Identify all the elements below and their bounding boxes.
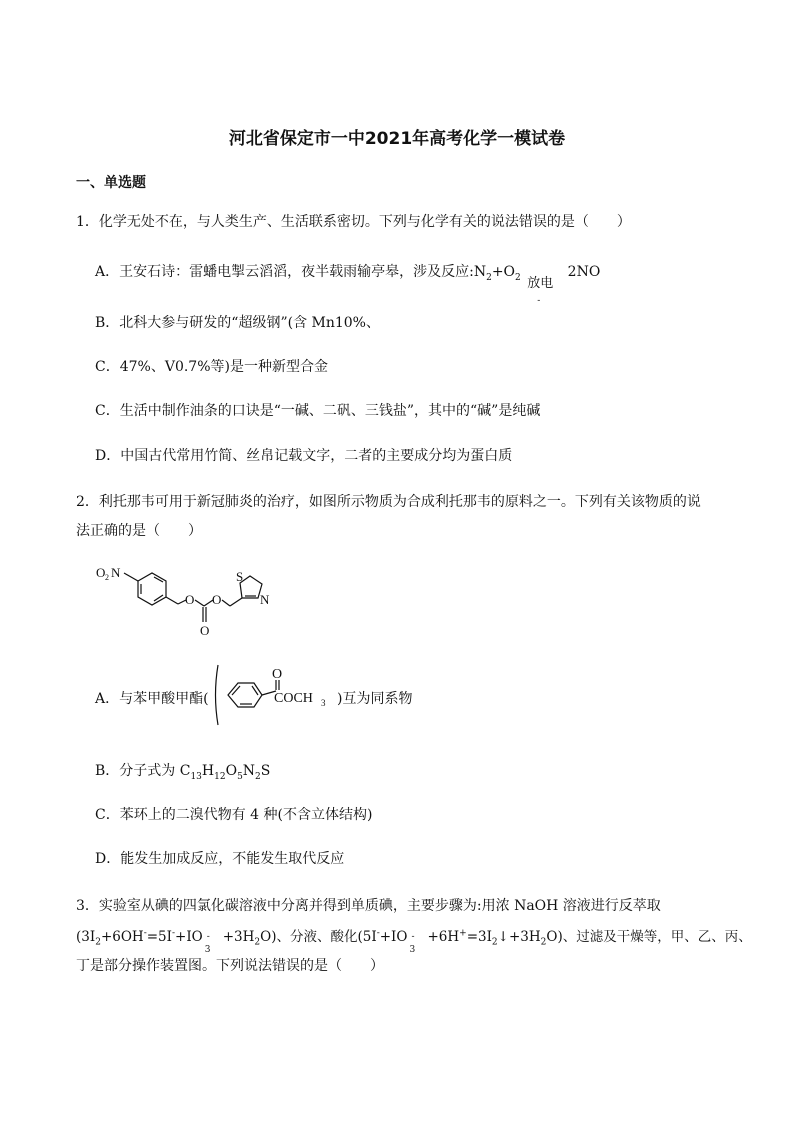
- question-1-option-b: B．北科大参与研发的“超级钢”(含 Mn10%、: [95, 315, 380, 331]
- ester-o1-label: O: [185, 592, 195, 607]
- eq-part-11: O)、过滤及干燥等，甲、乙、丙、: [546, 929, 752, 945]
- question-1-option-c2: C．生活中制作油条的口诀是“一碱、二矾、三钱盐”，其中的“碱”是纯碱: [95, 403, 541, 419]
- question-2-stem-line2: 法正确的是（ ）: [76, 523, 202, 539]
- no2-n-label: N: [111, 565, 121, 580]
- question-3-line2: ($3I_2+6OH^-=5I^-+IO$ - 3 $+3H_2O$)、分液、酸化(5I-+IO - 3 $+6H^+=3I_2↓+3H_2O$)、过滤及干燥等，甲、乙、丙、: [76, 928, 752, 955]
- question-1-option-d: D．中国古代常用竹简、丝帛记载文字，二者的主要成分均为蛋白质: [95, 448, 513, 464]
- option-a-text: A．王安石诗：雷蟠电掣云滔滔，夜半载雨输亭皋，涉及反应:N: [95, 264, 487, 280]
- no2-o-label: O: [96, 565, 106, 580]
- eq-part-2: +6OH: [100, 929, 144, 945]
- ester-o2-label: O: [212, 592, 222, 607]
- carbonyl-o-label: O: [200, 623, 210, 638]
- eq-part-9: =3I: [466, 929, 492, 945]
- question-3-line1: 3．实验室从碘的四氯化碳溶液中分离并得到单质碘，主要步骤为:用浓 NaOH 溶液进行反萃取: [76, 898, 661, 914]
- question-2-option-a-text: A．与苯甲酸甲酯(: [95, 691, 209, 707]
- option-a-product: 2NO: [567, 264, 601, 280]
- question-2-option-a-tail: )互为同系物: [337, 691, 413, 707]
- eq-part-10: ↓+3H: [497, 929, 541, 945]
- section-heading: 一、单选题: [76, 175, 146, 191]
- eq-part-1: (3I: [76, 929, 96, 945]
- eq-part-4: +IO: [175, 929, 203, 945]
- eq-part-5: +3H: [222, 929, 255, 945]
- question-2-option-b: B．分子式为 $C_{13}H_{12}O_5N_2S$: [95, 763, 271, 782]
- question-2-option-c: C．苯环上的二溴代物有 4 种(不含立体结构): [95, 807, 373, 823]
- thiazole-n-label: N: [260, 592, 270, 607]
- eq-part-3: =5I: [146, 929, 172, 945]
- question-3-line3: 丁是部分操作装置图。下列说法错误的是（ ）: [76, 958, 384, 974]
- page-title: 河北省保定市一中2021年高考化学一模试卷: [228, 129, 566, 149]
- question-1-option-c1: C．47%、V0.7%等)是一种新型合金: [95, 359, 328, 375]
- eq-part-8: +6H: [427, 929, 460, 945]
- methyl-benzoate-structure: [212, 662, 340, 728]
- question-1-stem: 1．化学无处不在，与人类生产、生活联系密切。下列与化学有关的说法错误的是（ ）: [76, 214, 631, 230]
- reaction-condition: 放电: [527, 275, 554, 291]
- svg-text:3: 3: [321, 698, 326, 708]
- option-b-text: B．分子式为 C: [95, 763, 191, 779]
- thiazole-s-label: S: [236, 569, 244, 584]
- eq-part-7: +IO: [379, 929, 408, 945]
- ester-group-label: COCH: [274, 691, 313, 706]
- question-2-stem-line1: 2．利托那韦可用于新冠肺炎的治疗，如图所示物质为合成利托那韦的原料之一。下列有关该物质的说: [76, 494, 701, 510]
- structural-formula: [94, 560, 284, 642]
- question-1-option-a: A．王安石诗：雷蟠电掣云滔滔，夜半载雨输亭皋，涉及反应$:N_2+O_2$ 放电 - 2NO: [95, 264, 601, 306]
- option-a-plus: +O: [491, 264, 516, 280]
- ester-carbonyl-o: O: [272, 667, 283, 682]
- question-2-option-d: D．能发生加成反应，不能发生取代反应: [95, 851, 345, 867]
- svg-text:2: 2: [105, 573, 109, 582]
- eq-part-6: O)、分液、酸化(5I: [260, 929, 377, 945]
